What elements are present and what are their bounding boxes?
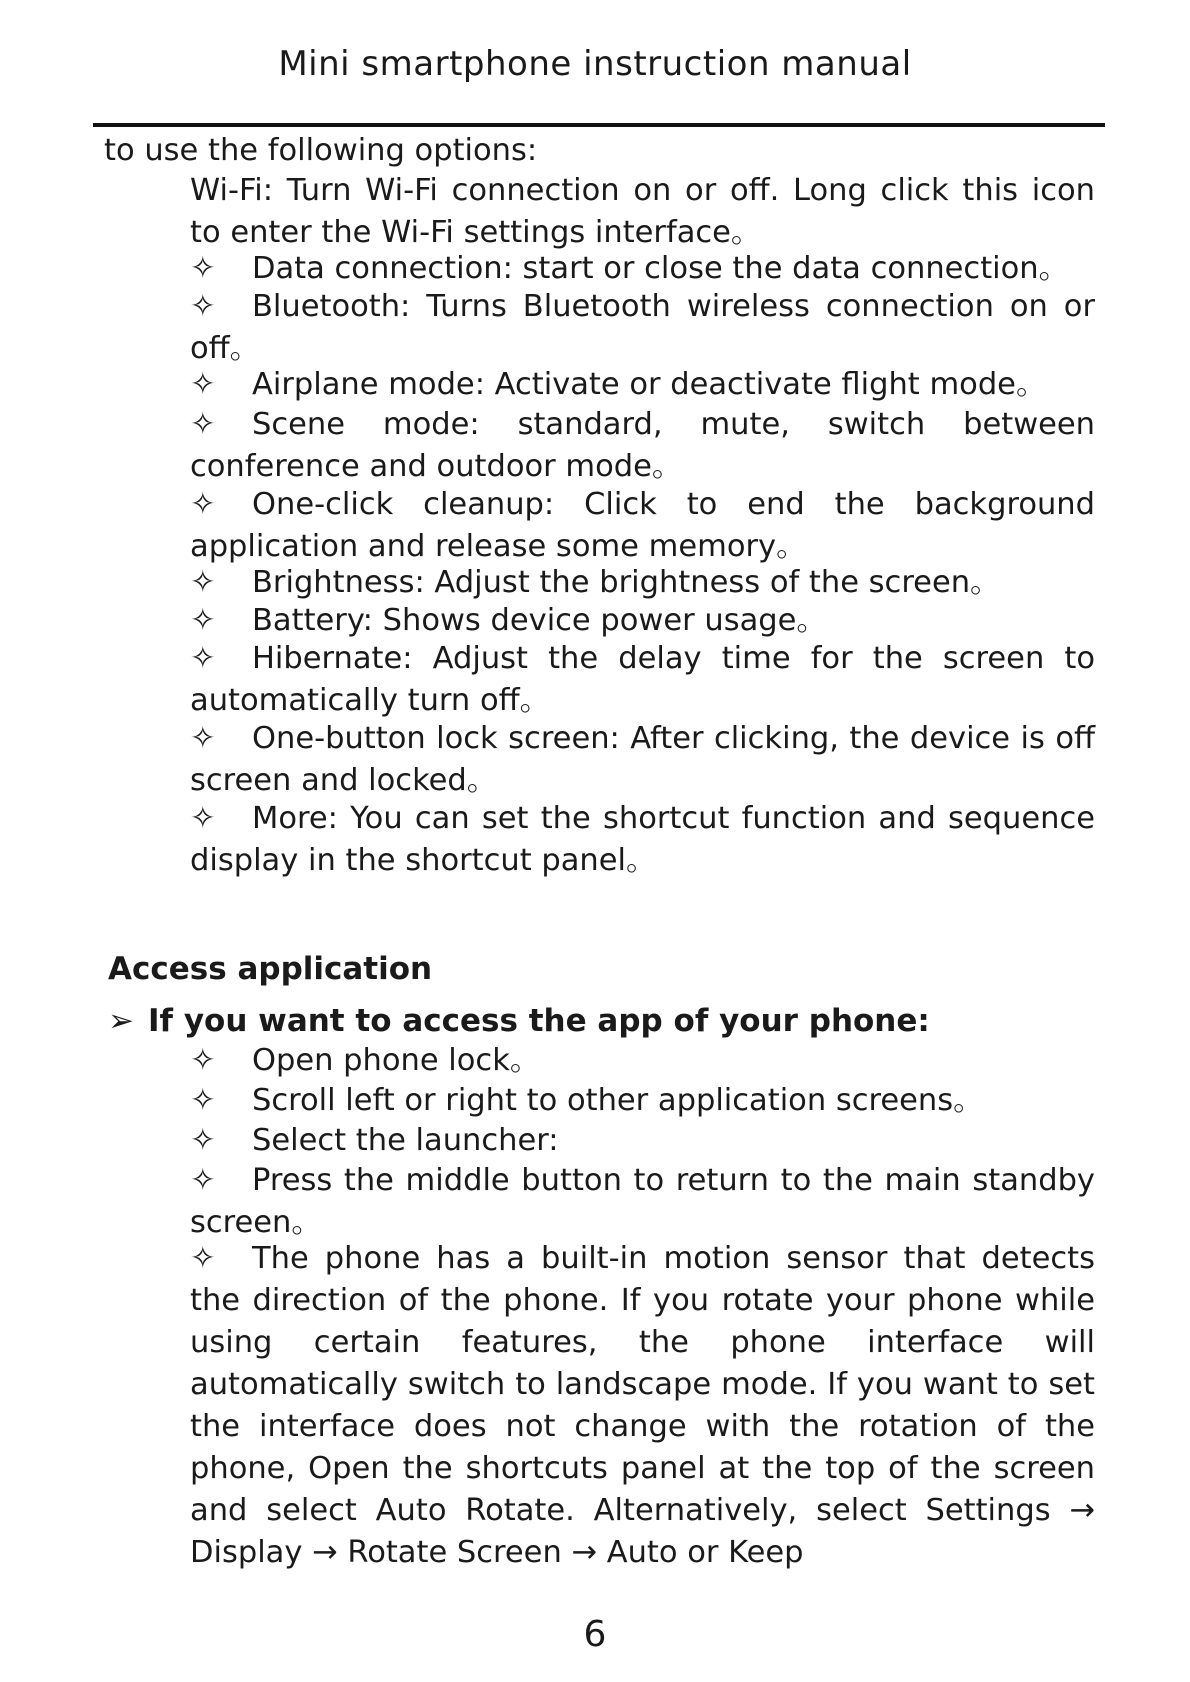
list-item-text: Hibernate: Adjust the delay time for the screen to automatically turn off。 — [190, 641, 1095, 718]
list-item — [190, 798, 1095, 882]
four-point-star-icon: ✧ — [190, 1163, 216, 1198]
list-item-text: Scroll left or right to other application screens。 — [252, 1083, 984, 1118]
four-point-star-icon: ✧ — [190, 407, 216, 442]
list-item — [190, 1120, 1095, 1162]
page-number: 6 — [583, 1614, 607, 1655]
four-point-star-icon: ✧ — [190, 289, 216, 324]
four-point-star-icon: ✧ — [190, 251, 216, 286]
list-item — [190, 638, 1095, 722]
four-point-star-icon: ✧ — [190, 367, 216, 402]
list-item-text: One-click cleanup: Click to end the background application and release some memory。 — [190, 487, 1095, 564]
list-item — [190, 562, 1095, 604]
header-divider — [93, 123, 1105, 127]
four-point-star-icon: ✧ — [190, 641, 216, 676]
list-item — [190, 286, 1095, 370]
list-item-text: The phone has a built-in motion sensor that detects the direction of the phone. If you rotate your phone while using certain features, the phone interface will automatically switch to landscape mode. If you want to set the interface does not change with the rotation of the phone, Open the shortcuts panel at the top of the screen and select Auto Rotate. Alternatively, select Settings → Display → Rotate Screen → Auto or Keep — [190, 1241, 1095, 1570]
list-item-text: Battery: Shows device power usage。 — [252, 603, 827, 638]
list-item — [190, 718, 1095, 802]
list-item-text: Bluetooth: Turns Bluetooth wireless connection on or off。 — [190, 289, 1095, 366]
list-item-text: Airplane mode: Activate or deactivate flight mode。 — [252, 367, 1047, 402]
list-item — [190, 1160, 1095, 1244]
list-item — [190, 364, 1095, 406]
list-item — [190, 600, 1095, 642]
section-question — [108, 1000, 930, 1042]
four-point-star-icon: ✧ — [190, 603, 216, 638]
four-point-star-icon: ✧ — [190, 1123, 216, 1158]
list-item — [190, 1040, 1095, 1082]
list-item — [190, 248, 1095, 290]
list-item-text: Select the launcher: — [252, 1123, 559, 1158]
four-point-star-icon: ✧ — [190, 1083, 216, 1118]
page-title: Mini smartphone instruction manual — [278, 44, 912, 84]
intro-text: to use the following options: — [104, 133, 538, 168]
list-item-text: Press the middle button to return to the main standby screen。 — [190, 1163, 1095, 1240]
list-item-text: Scene mode: standard, mute, switch between conference and outdoor mode。 — [190, 407, 1095, 484]
wifi-paragraph: Wi-Fi: Turn Wi-Fi connection on or off. Long click this icon to enter the Wi-Fi settings interface。 — [190, 173, 1095, 250]
four-point-star-icon: ✧ — [190, 487, 216, 522]
list-item-text: Brightness: Adjust the brightness of the screen。 — [252, 565, 1001, 600]
list-item — [190, 1238, 1095, 1574]
list-item — [190, 404, 1095, 488]
list-item — [190, 484, 1095, 568]
section-heading: Access application — [108, 951, 433, 987]
four-point-star-icon: ✧ — [190, 801, 216, 836]
list-item-text: Data connection: start or close the data connection。 — [252, 251, 1070, 286]
list-item-text: Open phone lock。 — [252, 1043, 541, 1078]
list-item — [190, 1080, 1095, 1122]
arrow-bullet-icon: ➢ — [108, 1003, 134, 1039]
list-item-text: More: You can set the shortcut function and sequence display in the shortcut panel。 — [190, 801, 1095, 878]
list-item-text: One-button lock screen: After clicking, the device is off screen and locked。 — [190, 721, 1095, 798]
four-point-star-icon: ✧ — [190, 1241, 216, 1276]
four-point-star-icon: ✧ — [190, 1043, 216, 1078]
question-text: If you want to access the app of your phone: — [148, 1003, 930, 1039]
four-point-star-icon: ✧ — [190, 721, 216, 756]
four-point-star-icon: ✧ — [190, 565, 216, 600]
